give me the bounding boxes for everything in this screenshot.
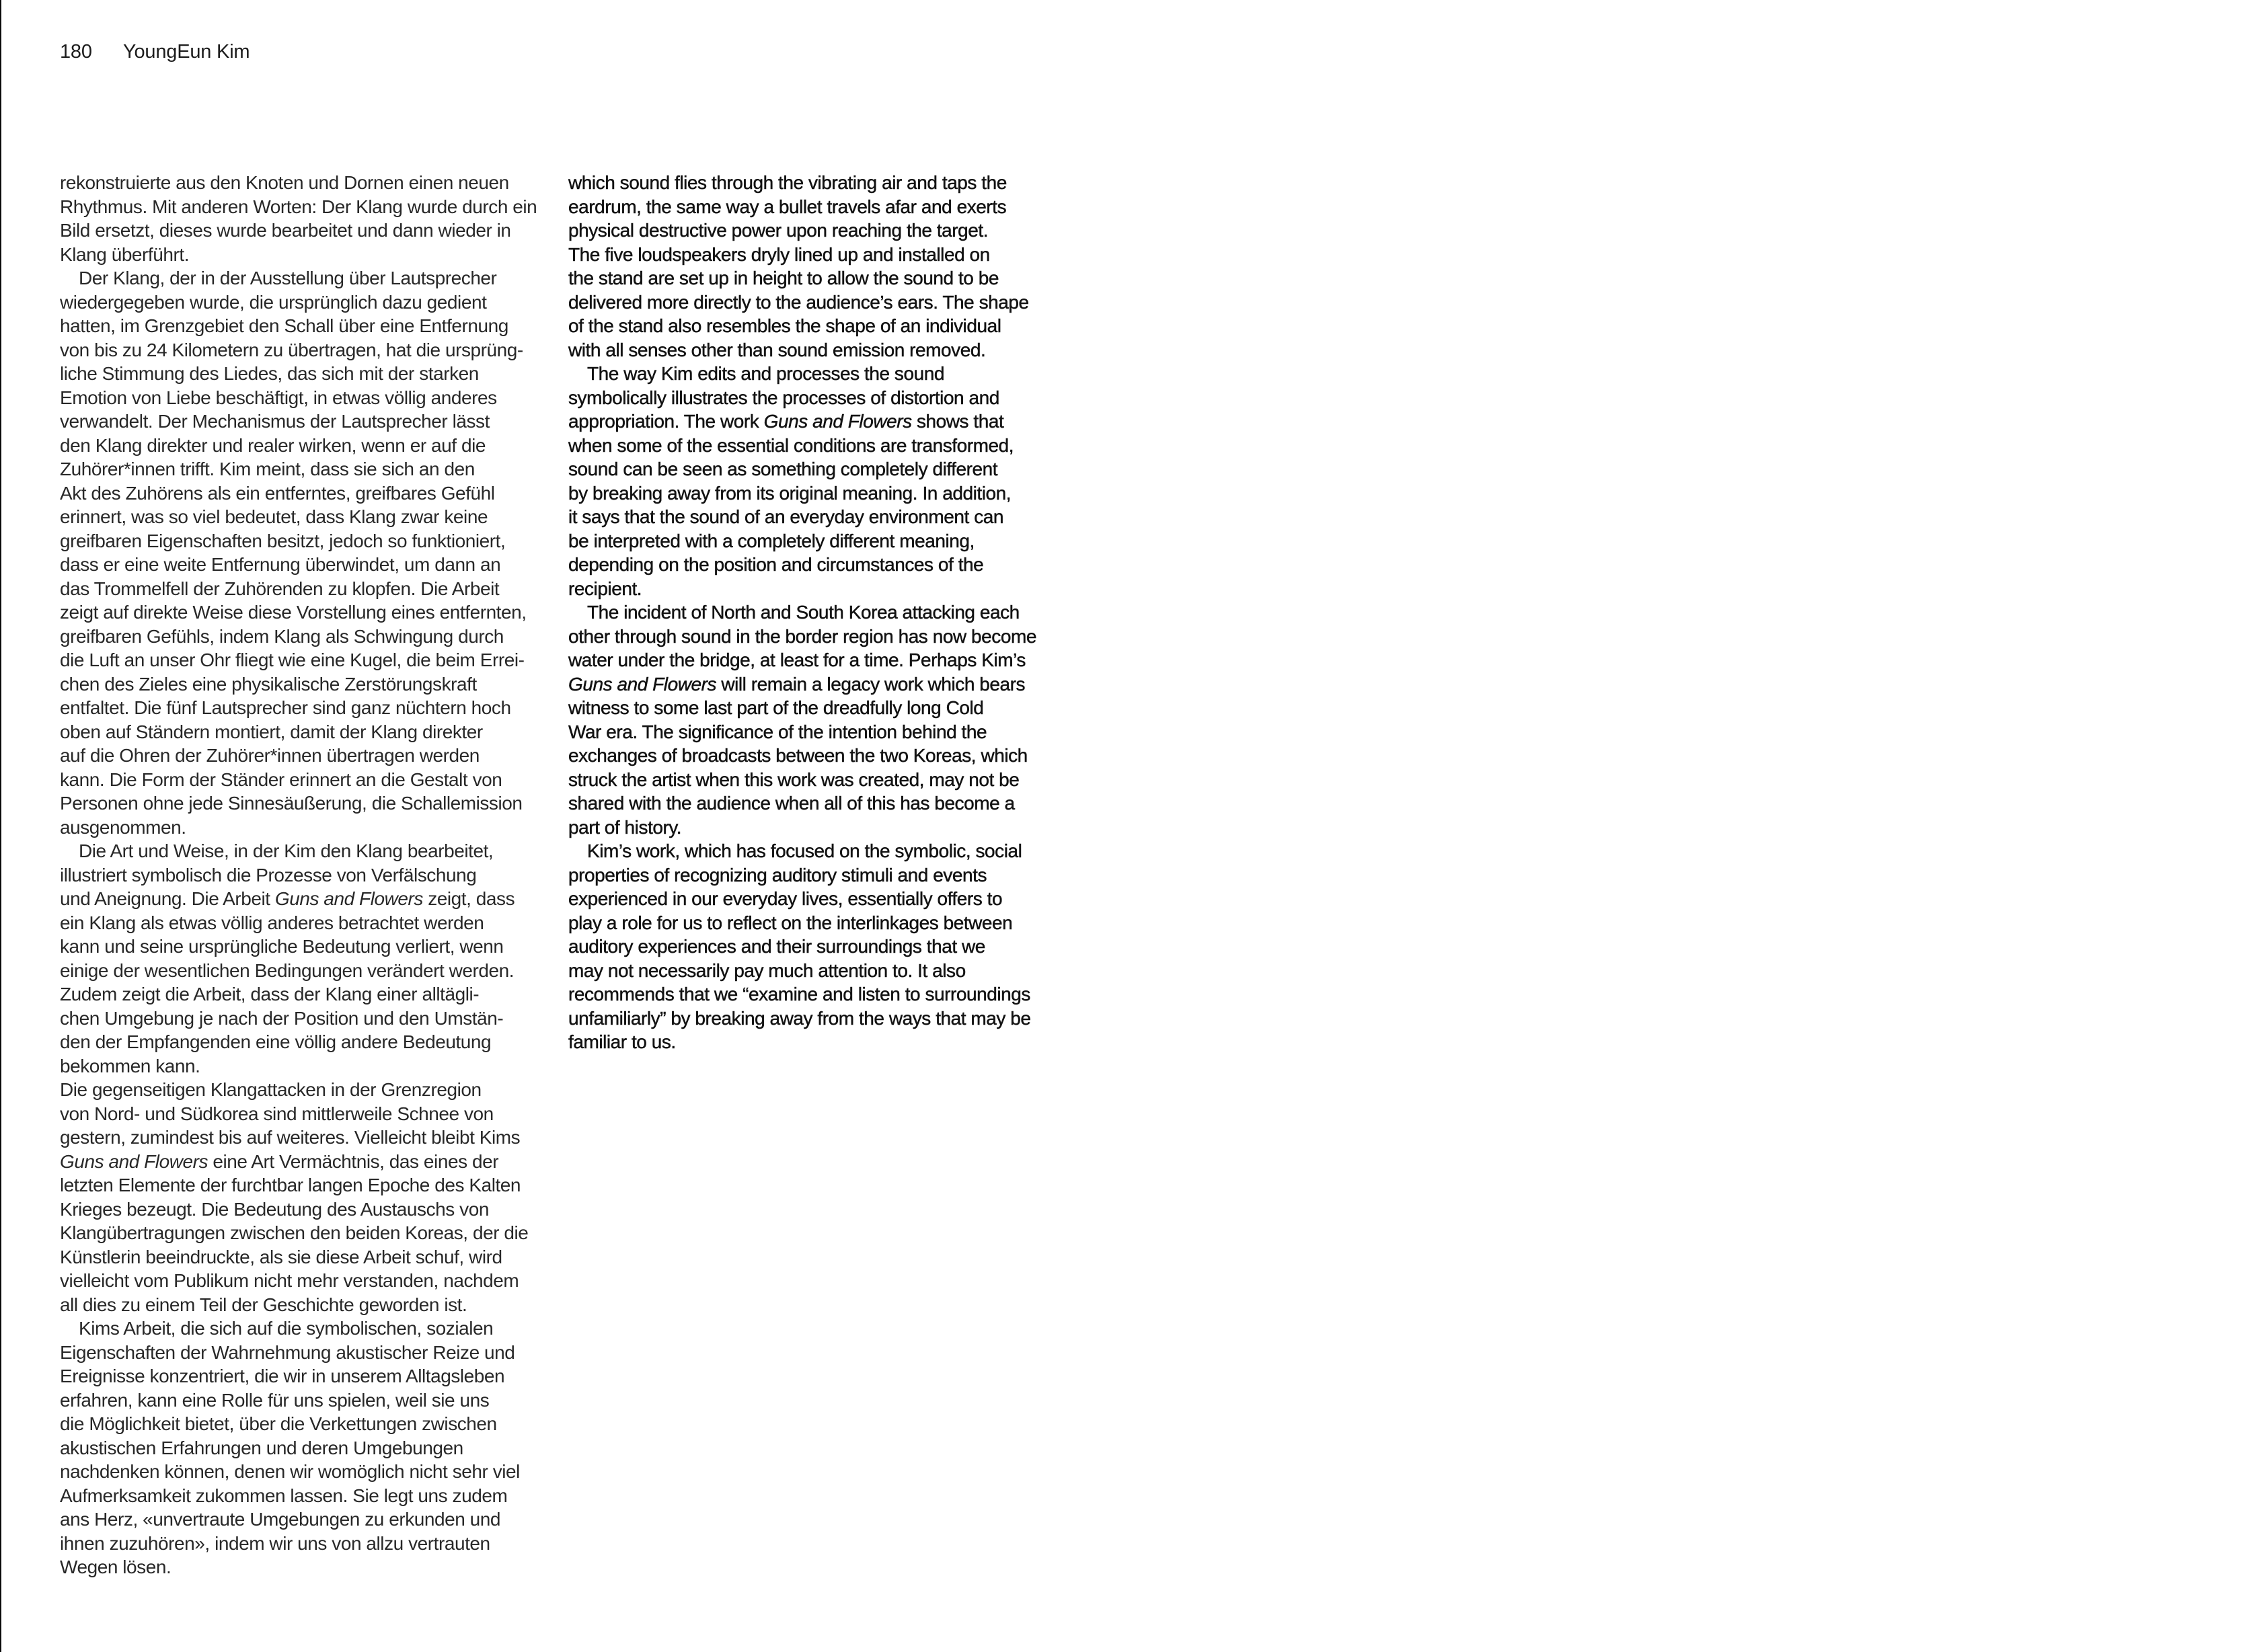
english-paragraph-1: which sound flies through the vibrating air and taps the eardrum, the same way a bullet travels afar and exerts physical destructive power upon reaching the target. The five loudspeakers dryly lined up and installed on the stand are set up in height to allow the sound to be delivered more directly to the audience’s ears. The shape of the stand also resembles the shape of an individual with all senses other than sound emission removed. [568,172,1029,360]
german-paragraph-1: rekonstruierte aus den Knoten und Dornen einen neuen Rhythmus. Mit anderen Worten: Der Klang wurde durch ein Bild ersetzt, dieses wurde bearbeitet und dann wieder in Klang überführt. [60,172,537,265]
german-paragraph-3: Die Art und Weise, in der Kim den Klang bearbeitet, illustriert symbolisch die Prozesse von Verfälschung und Aneignung. Die Arbeit Guns and Flowers zeigt, dass ein Klang als etwas völlig anderes betrachtet werden kann und seine ursprüngliche Bedeutung verliert, wenn einige der wesentlichen Bedingungen verändert werden. Zudem zeigt die Arbeit, dass der Klang einer alltägli- chen Umgebung je nach der Position und den Umstän- den der Empfangenden eine völlig andere Bedeutung bekommen kann. [60,840,515,1076]
german-paragraph-2: Der Klang, der in der Ausstellung über Lautsprecher wiedergegeben wurde, die ursprünglich dazu gedient hatten, im Grenzgebiet den Schall über eine Entfernung von bis zu 24 Kilometern zu übertragen, hat die ursprüng- liche Stimmung des Liedes, das sich mit der starken Emotion von Liebe beschäftigt, in etwas völlig anderes verwandelt. Der Mechanismus der Lautsprecher lässt den Klang direkter und realer wirken, wenn er auf die Zuhörer*innen trifft. Kim meint, dass sie sich an den Akt des Zuhörens als ein entferntes, greifbares Gefühl erinnert, was so viel bedeutet, dass Klang zwar keine greifbaren Eigenschaften besitzt, jedoch so funktioniert, dass er eine weite Entfernung überwindet, um dann an das Trommelfell der Zuhörenden zu klopfen. Die Arbeit zeigt auf direkte Weise diese Vorstellung eines entfernten, greifbaren Gefühls, indem Klang als Schwingung durch die Luft an unser Ohr fliegt wie eine Kugel, die beim Errei- chen des Zieles eine physikalische Zerstörungskraft entfaltet. Die fünf Lautsprecher sind ganz nüchtern hoch oben auf Ständern montiert, damit der Klang direkter auf die Ohren der Zuhörer*innen übertragen werden kann. Die Form der Ständer erinnert an die Gestalt von Personen ohne jede Sinnesäußerung, die Schallemission ausgenommen. [60,268,527,838]
german-paragraph-5: Kims Arbeit, die sich auf die symbolischen, sozialen Eigenschaften der Wahrnehmung akustischer Reize und Ereignisse konzentriert, die wir in unserem Alltagsleben erfahren, kann eine Rolle für uns spielen, weil sie uns die Möglichkeit bietet, über die Verkettungen zwischen akustischen Erfahrungen und deren Umgebungen nachdenken können, denen wir womöglich nicht sehr viel Aufmerksamkeit zukommen lassen. Sie legt uns zudem ans Herz, «unvertraute Umgebungen zu erkunden und ihnen zuzuhören», indem wir uns von allzu vertrauten Wegen lösen. [60,1318,520,1577]
running-header-author: YoungEun Kim [123,41,250,63]
english-paragraph-4: Kim’s work, which has focused on the symbolic, social properties of recognizing auditory stimuli and events experienced in our everyday lives, essentially offers to play a role for us to reflect on the interlinkages between auditory experiences and their surroundings that we may not necessarily pay much attention to. It also recommends that we “examine and listen to surroundings unfamiliarly” by breaking away from the ways that may be familiar to us. [568,840,1031,1052]
german-paragraph-4: Die gegenseitigen Klangattacken in der Grenzregion von Nord- und Südkorea sind mittlerweile Schnee von gestern, zumindest bis auf weiteres. Vielleicht bleibt Kims Guns and Flowers eine Art Vermächtnis, das eines der letzten Elemente der furchtbar langen Epoche des Kalten Krieges bezeugt. Die Bedeutung des Austauschs von Klangübertragungen zwischen den beiden Koreas, der die Künstlerin beeindruckte, als sie diese Arbeit schuf, wird vielleicht vom Publikum nicht mehr verstanden, nachdem all dies zu einem Teil der Geschichte geworden ist. [60,1079,529,1315]
english-paragraph-3: The incident of North and South Korea attacking each other through sound in the border region has now become water under the bridge, at least for a time. Perhaps Kim’s Guns and Flowers will remain a legacy work which bears witness to some last part of the dreadfully long Cold War era. The significance of the intention behind the exchanges of broadcasts between the two Koreas, which struck the artist when this work was created, may not be shared with the audience when all of this has become a part of history. [568,602,1036,838]
english-text-column [568,171,1076,1054]
english-paragraph-2: The way Kim edits and processes the sound symbolically illustrates the processes of distortion and appropriation. The work Guns and Flowers shows that when some of the essential conditions are transformed, sound can be seen as something completely different by breaking away from its original meaning. In addition, it says that the sound of an everyday environment can be interpreted with a completely different meaning, depending on the position and circumstances of the recipient. [568,363,1014,599]
german-text-column [60,171,558,1579]
page-number: 180 [60,41,92,63]
page-left-edge-line [0,0,1,1652]
